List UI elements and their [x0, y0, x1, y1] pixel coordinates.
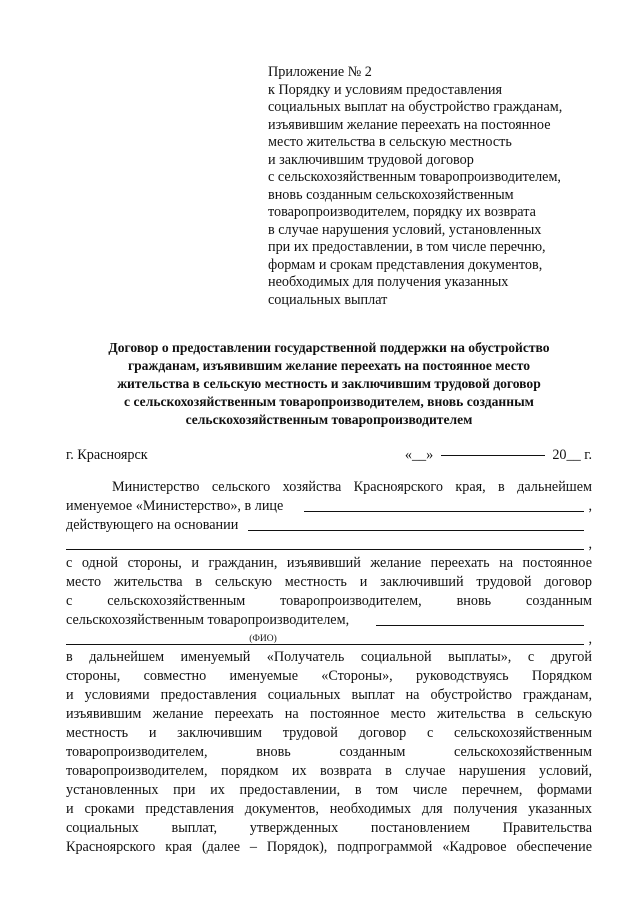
paragraph-line: с одной стороны, и гражданин, изъявивший желание переехать на постоянное	[66, 555, 592, 571]
appendix-line: социальных выплат	[268, 291, 388, 308]
paragraph-line: стороны, совместно именуемые «Стороны», руководствуясь Порядком	[66, 668, 592, 684]
paragraph-line	[66, 611, 592, 630]
appendix-line: вновь созданным сельскохозяйственным	[268, 186, 514, 203]
appendix-line: место жительства в сельскую местность	[268, 134, 512, 150]
contract-title-line: Договор о предоставлении государственной поддержки на обустройство	[108, 340, 550, 355]
paragraph-line: местность и заключившим трудовой договор с сельскохозяйственным	[66, 725, 592, 741]
appendix-line: необходимых для получения указанных	[268, 274, 509, 290]
paragraph-line: с сельскохозяйственным товаропроизводителем, вновь созданным	[66, 593, 592, 609]
basis-label: действующего на основании	[66, 517, 239, 533]
basis-blank-continued	[66, 549, 584, 550]
place-date-row	[66, 446, 592, 464]
date-month-blank	[441, 455, 545, 456]
appendix-line: изъявившим желание переехать на постоянное	[268, 116, 551, 133]
appendix-line: в случае нарушения условий, установленных	[268, 221, 542, 238]
paragraph-recipient	[66, 648, 592, 857]
contract-title-line: жительства в сельскую местность и заключившим трудовой договор	[117, 376, 541, 391]
contract-title-line: гражданам, изъявившим желание переехать на постоянное место	[127, 358, 531, 373]
paragraph-line: изъявившим желание переехать на постоянное место жительства в сельскую	[66, 706, 592, 722]
paragraph-line	[66, 535, 592, 554]
ministry-named-label: именуемое «Министерство», в лице	[66, 498, 284, 514]
paragraph-line: и условиями предоставления социальных выплат на обустройство гражданам,	[66, 687, 592, 703]
date-day-field: «__»	[404, 447, 434, 463]
paragraph-line: место жительства в сельскую местность и заключивший трудовой договор	[66, 574, 592, 590]
appendix-line: товаропроизводителем, порядку их возврата	[268, 204, 536, 220]
appendix-line: с сельскохозяйственным товаропроизводителем,	[268, 169, 561, 185]
appendix-line: Приложение № 2	[268, 64, 372, 80]
paragraph-line: установленных при их предоставлении, в том числе перечнем, формами	[66, 782, 592, 798]
paragraph-line	[66, 497, 592, 516]
contract-title-line: сельскохозяйственным товаропроизводителем	[185, 412, 473, 427]
appendix-line: формам и срокам представления документов,	[268, 256, 543, 273]
fio-caption: (ФИО)	[249, 634, 277, 644]
comma: ,	[588, 631, 592, 647]
producer-label: сельскохозяйственным товаропроизводителем,	[66, 612, 350, 628]
paragraph-line: Министерство сельского хозяйства Красноярского края, в дальнейшем	[112, 479, 592, 495]
contract-title	[66, 339, 592, 429]
basis-blank	[248, 530, 584, 531]
paragraph-line: товаропроизводителем, вновь созданным сельскохозяйственным	[66, 744, 592, 760]
paragraph-parties	[66, 478, 592, 649]
appendix-header	[268, 64, 618, 309]
comma: ,	[588, 498, 592, 514]
paragraph-line: социальных выплат, утвержденных постановлением Правительства	[66, 820, 592, 836]
producer-blank	[376, 625, 584, 626]
contract-city: г. Красноярск	[66, 447, 148, 463]
appendix-line: к Порядку и условиям предоставления	[268, 81, 503, 98]
comma: ,	[588, 536, 592, 552]
paragraph-line: в дальнейшем именуемый «Получатель социальной выплаты», с другой	[66, 649, 592, 665]
appendix-line: при их предоставлении, в том числе перечню,	[268, 239, 546, 255]
appendix-line: и заключившим трудовой договор	[268, 151, 474, 168]
paragraph-line: товаропроизводителем, порядком их возврата в случае нарушения условий,	[66, 763, 592, 779]
paragraph-line: и сроками представления документов, необходимых для получения указанных	[66, 801, 592, 817]
fio-blank	[66, 644, 584, 645]
appendix-line: социальных выплат на обустройство гражданам,	[268, 99, 563, 115]
paragraph-line: Красноярского края (далее – Порядок), подпрограммой «Кадровое обеспечение	[66, 839, 592, 855]
paragraph-line	[66, 516, 592, 535]
ministry-representative-blank	[304, 511, 584, 512]
contract-title-line: с сельскохозяйственным товаропроизводителем, вновь созданным	[124, 394, 534, 409]
contract-date	[405, 446, 592, 464]
date-year-field: 20__ г.	[552, 447, 592, 463]
